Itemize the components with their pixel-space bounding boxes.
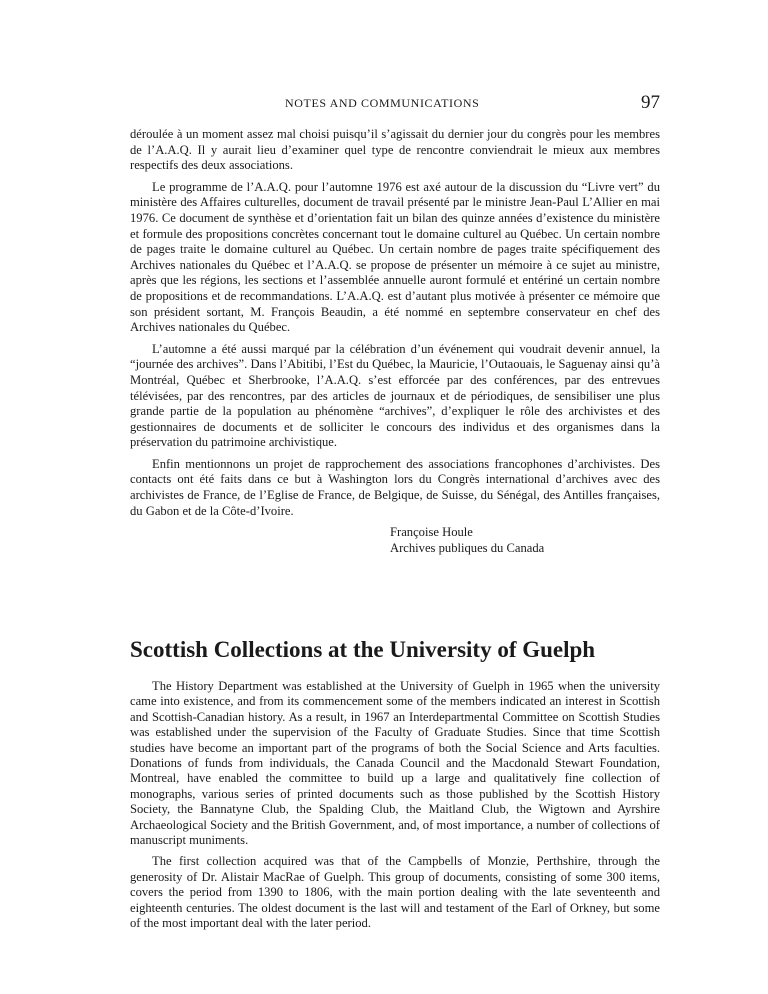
- signature: [390, 525, 660, 556]
- article-body: [130, 679, 660, 938]
- running-head: [130, 92, 660, 116]
- signature-affiliation: Archives publiques du Canada: [390, 540, 545, 555]
- paragraph: déroulée à un moment assez mal choisi puisqu’il s’agissait du dernier jour du congrès pour les membres de l’A.A.Q. Il y aurait lieu d’examiner quel type de rencontre conviendrait le mieux aux membres respectifs des deux associations.: [130, 127, 660, 173]
- signature-name: Françoise Houle: [390, 525, 473, 540]
- french-section: [130, 127, 660, 556]
- running-title: NOTES AND COMMUNICATIONS: [285, 96, 480, 110]
- page-number: 97: [641, 92, 660, 113]
- paragraph: The History Department was established at the University of Guelph in 1965 when the university came into existence, and from its commencement some of the members indicated an interest in Scottish and Scottish-Canadian history. As a result, in 1967 an Interdepartmental Committee on Scottish Studies was established under the supervision of the Faculty of Graduate Studies. Since that time Scottish studies have become an important part of the programs of both the Social Science and Arts faculties. Donations of funds from individuals, the Canada Council and the Macdonald Stewart Foundation, Montreal, have enabled the committee to build up a large and qualitatively fine collection of monographs, various series of printed documents such as those published by the Scottish History Society, the Bannatyne Club, the Spalding Club, the Maitland Club, the Wigtown and Ayrshire Archaeological Society and the British Government, and, of most importance, a number of collections of manuscript muniments.: [130, 679, 660, 848]
- paragraph: Enfin mentionnons un projet de rapprochement des associations francophones d’archivistes. Des contacts ont été faits dans ce but à Washington lors du Congrès international d’archives avec des archivistes de France, de l’Eglise de France, de Belgique, de Suisse, du Sénégal, des Antilles françaises, du Gabon et de la Côte-d’Ivoire.: [130, 456, 660, 518]
- paragraph: The first collection acquired was that of the Campbells of Monzie, Perthshire, through the generosity of Dr. Alistair MacRae of Guelph. This group of documents, consisting of some 300 items, covers the period from 1390 to 1806, with the main portion dealing with the late seventeenth and eighteenth centuries. The oldest document is the last will and testament of the Earl of Orkney, but some of the most important deal with the later period.: [130, 854, 660, 931]
- paragraph: Le programme de l’A.A.Q. pour l’automne 1976 est axé autour de la discussion du “Livre vert” du ministère des Affaires culturelles, document de travail présenté par le ministre Jean-Paul L’Allier en mai 1976. Ce document de synthèse et d’orientation fait un bilan des quinze années d’existence du ministère et formule des propositions concrètes concernant tout le domaine culturel au Québec. Un certain nombre de pages traite le domaine culturel au Québec. Un certain nombre de pages traite spécifiquement des Archives nationales du Québec et l’A.A.Q. se propose de présenter un mémoire à ce sujet au ministre, après que les régions, les sections et l’assemblée annuelle auront formulé et entériné un certain nombre de propositions et de recommandations. L’A.A.Q. est d’autant plus motivée à présenter ce mémoire que son président sortant, M. François Beaudin, a été nommé en septembre conservateur en chef des Archives nationales du Québec.: [130, 179, 660, 335]
- article-title: Scottish Collections at the University of Guelph: [130, 637, 596, 662]
- paragraph: L’automne a été aussi marqué par la célébration d’un événement qui voudrait devenir annuel, la “journée des archives”. Dans l’Abitibi, l’Est du Québec, la Mauricie, l’Outaouais, le Saguenay ainsi qu’à Montréal, Québec et Sherbrooke, l’A.A.Q. s’est efforcée par des conférences, par des entrevues télévisées, par des rencontres, par des articles de journaux et de périodiques, de sensibiliser une plus grande partie de la population au phénomène “archives”, d’expliquer le rôle des archivistes et des gestionnaires de documents et de solliciter le concours des individus et des organismes dans la préservation du patrimoine archivistique.: [130, 341, 660, 450]
